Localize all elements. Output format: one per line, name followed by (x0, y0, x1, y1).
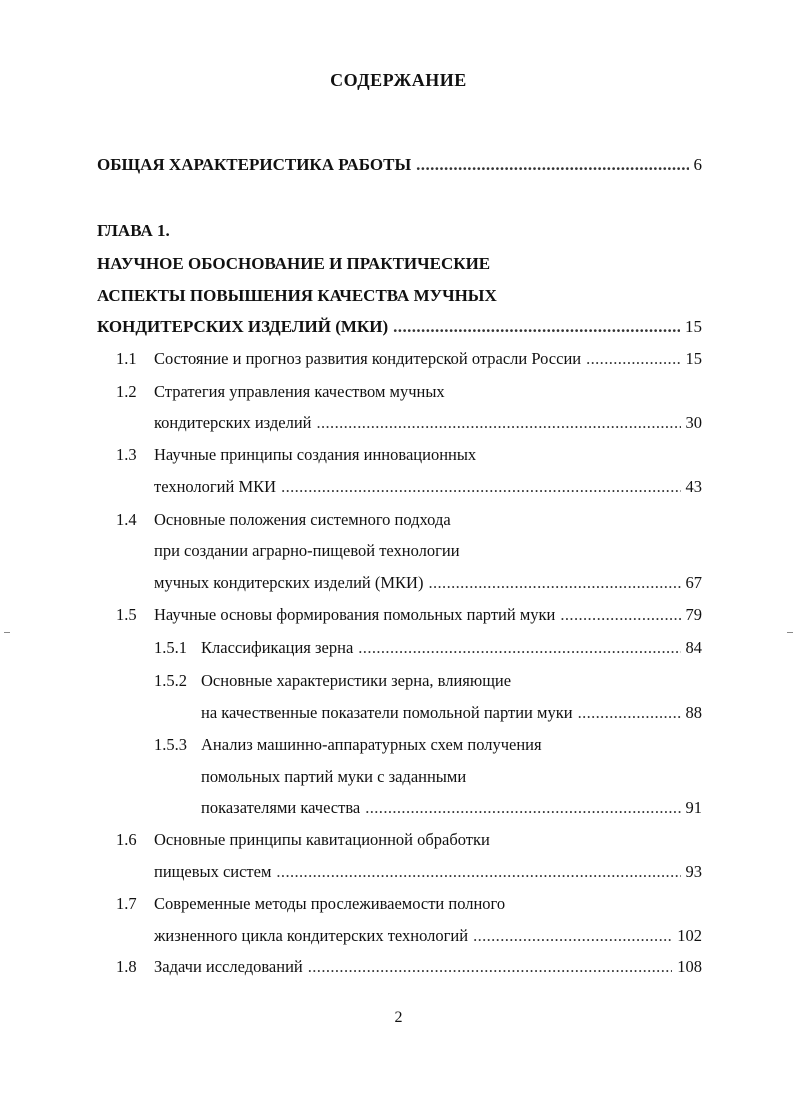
dot-leader (316, 413, 680, 433)
section-number: 1.8 (116, 957, 137, 976)
toc-entry-1-7[interactable] (154, 926, 702, 946)
toc-entry-text: Анализ машинно-аппаратурных схем получения (201, 735, 542, 754)
page-title: СОДЕРЖАНИЕ (330, 70, 467, 90)
toc-entry-page: 102 (677, 926, 702, 945)
scan-margin-mark (787, 632, 793, 633)
section-number: 1.2 (116, 382, 137, 401)
toc-entry-text: Основные характеристики зерна, влияющие (201, 671, 512, 690)
toc-entry-text: мучных кондитерских изделий (МКИ) (154, 573, 424, 592)
toc-entry-text: Современные методы прослеживаемости полного (154, 894, 506, 913)
section-number: 1.5 (116, 605, 137, 624)
toc-entry-text: пищевых систем (154, 862, 272, 881)
toc-entry-page: 43 (685, 477, 702, 496)
toc-entry-1-3[interactable] (154, 477, 702, 497)
toc-entry-text: на качественные показатели помольной партии муки (201, 703, 573, 722)
toc-entry-page: 15 (685, 349, 702, 368)
toc-entry-text: помольных партий муки с заданными (201, 767, 467, 786)
dot-leader (428, 573, 680, 593)
dot-leader (308, 957, 673, 977)
toc-entry-text: технологий МКИ (154, 477, 277, 496)
chapter-label: ГЛАВА 1. (97, 221, 170, 240)
toc-entry-text: Основные принципы кавитационной обработки (154, 830, 490, 849)
toc-entry-text: кондитерских изделий (154, 413, 312, 432)
dot-leader (586, 349, 680, 369)
toc-entry-text: жизненного цикла кондитерских технологий (154, 926, 469, 945)
toc-entry-1-5[interactable] (154, 605, 702, 625)
toc-entry-1-1[interactable] (154, 349, 702, 369)
toc-entry-1-6[interactable] (154, 862, 702, 882)
chapter-title-line: АСПЕКТЫ ПОВЫШЕНИЯ КАЧЕСТВА МУЧНЫХ (97, 286, 497, 305)
dot-leader (416, 155, 688, 175)
dot-leader (393, 317, 680, 337)
dot-leader (473, 926, 672, 946)
toc-entry-text: показателями качества (201, 798, 361, 817)
dot-leader (560, 605, 680, 625)
toc-entry-text: ОБЩАЯ ХАРАКТЕРИСТИКА РАБОТЫ (97, 155, 412, 174)
toc-entry-text: Классификация зерна (201, 638, 354, 657)
toc-entry-text: Научные основы формирования помольных партий муки (154, 605, 556, 624)
section-number: 1.4 (116, 510, 137, 529)
toc-entry-1-8[interactable] (154, 957, 702, 977)
toc-entry-text: Научные принципы создания инновационных (154, 445, 477, 464)
toc-entry-general[interactable] (97, 155, 702, 175)
toc-entry-page: 6 (693, 155, 702, 174)
dot-leader (578, 703, 681, 723)
dot-leader (365, 798, 680, 818)
scan-margin-mark (4, 632, 10, 633)
subsection-number: 1.5.2 (154, 671, 187, 690)
toc-entry-page: 67 (685, 573, 702, 592)
dot-leader (358, 638, 680, 658)
toc-entry-text: Стратегия управления качеством мучных (154, 382, 445, 401)
toc-entry-page: 79 (685, 605, 702, 624)
chapter-title-line: НАУЧНОЕ ОБОСНОВАНИЕ И ПРАКТИЧЕСКИЕ (97, 254, 491, 273)
dot-leader (281, 477, 680, 497)
toc-entry-text: КОНДИТЕРСКИХ ИЗДЕЛИЙ (МКИ) (97, 317, 389, 336)
toc-entry-text: при создании аграрно-пищевой технологии (154, 541, 460, 560)
toc-entry-1-5-3[interactable] (201, 798, 702, 818)
dot-leader (276, 862, 680, 882)
toc-entry-page: 91 (685, 798, 702, 817)
toc-entry-page: 88 (685, 703, 702, 722)
page-number: 2 (394, 1009, 403, 1026)
subsection-number: 1.5.3 (154, 735, 187, 754)
subsection-number: 1.5.1 (154, 638, 187, 657)
toc-entry-1-4[interactable] (154, 573, 702, 593)
toc-entry-text: Состояние и прогноз развития кондитерской отрасли России (154, 349, 582, 368)
toc-entry-page: 84 (685, 638, 702, 657)
toc-entry-page: 30 (685, 413, 702, 432)
toc-entry-text: Основные положения системного подхода (154, 510, 451, 529)
toc-entry-1-5-1[interactable] (201, 638, 702, 658)
toc-entry-text: Задачи исследований (154, 957, 303, 976)
toc-entry-page: 15 (685, 317, 702, 336)
section-number: 1.7 (116, 894, 137, 913)
toc-entry-chapter-1[interactable] (97, 317, 702, 337)
section-number: 1.6 (116, 830, 137, 849)
toc-entry-1-5-2[interactable] (201, 703, 702, 723)
section-number: 1.3 (116, 445, 137, 464)
section-number: 1.1 (116, 349, 137, 368)
toc-entry-1-2[interactable] (154, 413, 702, 433)
toc-entry-page: 93 (685, 862, 702, 881)
toc-entry-page: 108 (677, 957, 702, 976)
